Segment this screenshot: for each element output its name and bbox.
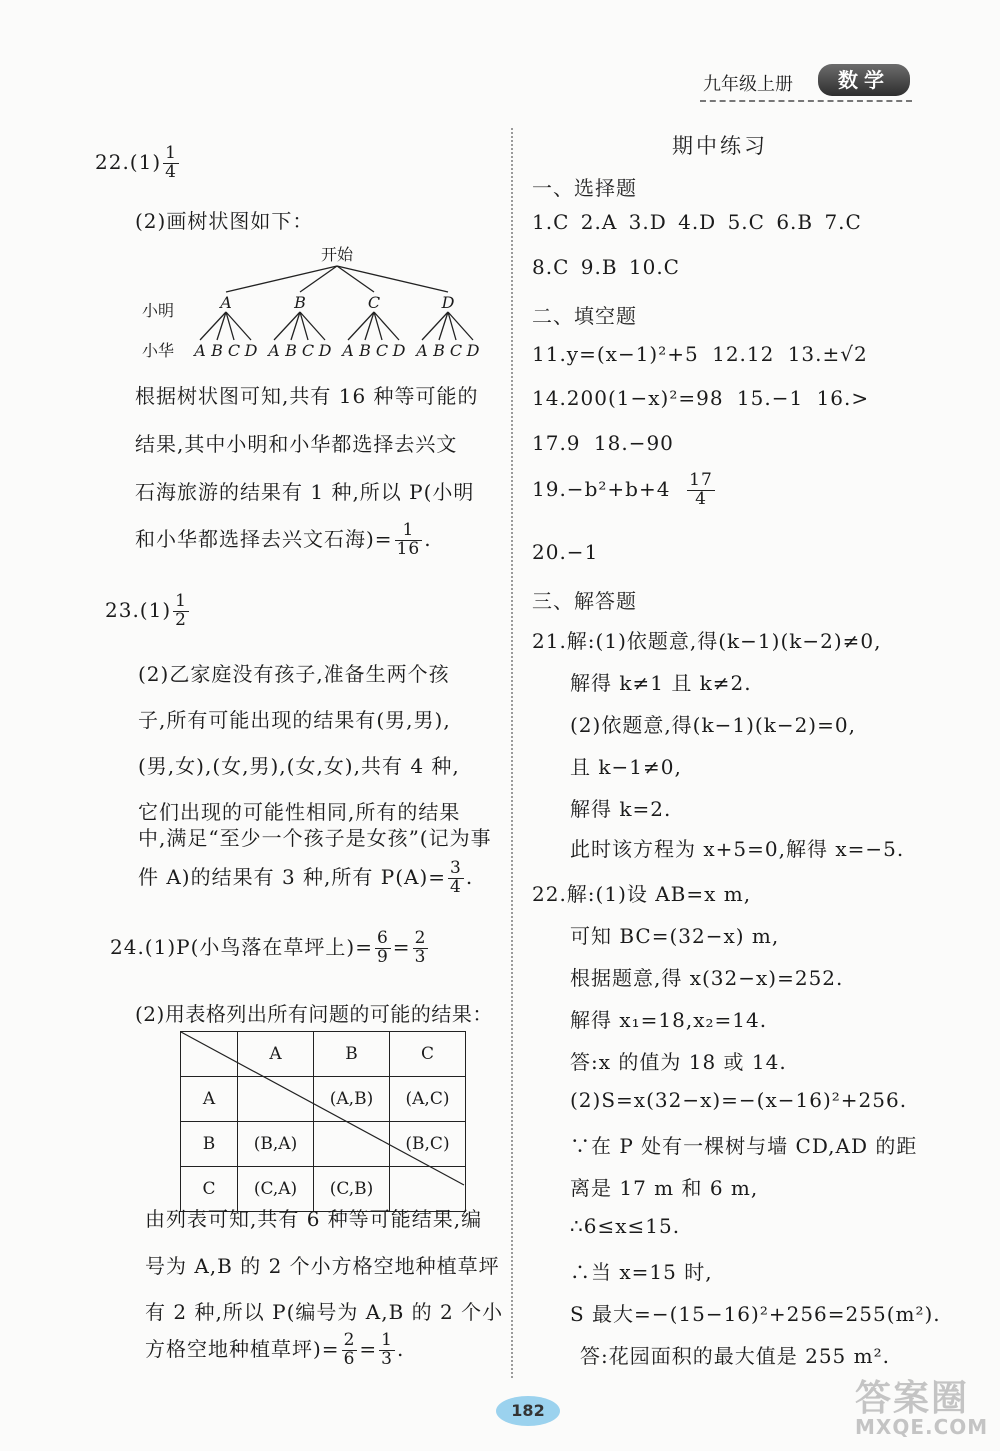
q22-text-3: 石海旅游的结果有 1 种,所以 P(小明 (135, 480, 475, 504)
answers-fill-4: 19.−b²+b+4 $\frac{17}{4}$ (532, 470, 713, 509)
answers-fill-1: 11.y=(x−1)²+5 12.12 13.±√2 (532, 342, 868, 366)
table-cell: (A,B) (314, 1077, 390, 1122)
answers-fill-5: 20.−1 (532, 540, 599, 564)
answers-fill-3: 17.9 18.−90 (532, 431, 674, 455)
tree-l2-node: C (449, 341, 463, 360)
solution-line: 解得 k=2. (570, 797, 672, 821)
table-cell: (A,C) (390, 1077, 466, 1122)
solution-line: (2)依题意,得(k−1)(k−2)=0, (570, 713, 856, 737)
solution-line: 解得 x₁=18,x₂=14. (570, 1008, 768, 1032)
solution-line: 21.解:(1)依题意,得(k−1)(k−2)≠0, (532, 629, 882, 653)
q24-part2: (2)用表格列出所有问题的可能的结果： (135, 1002, 493, 1026)
table-row-label: A (181, 1077, 238, 1122)
q24-text-2: 号为 A,B 的 2 个小方格空地种植草坪 (145, 1254, 500, 1278)
solution-line: ∵在 P 处有一棵树与墙 CD,AD 的距 (570, 1134, 918, 1158)
solution-line: 根据题意,得 x(32−x)=252. (570, 966, 844, 990)
section-heading-choice: 一、选择题 (532, 176, 637, 200)
q22-text-1: 根据树状图可知,共有 16 种等可能的 (135, 384, 479, 408)
solution-line: 答:花园面积的最大值是 255 m². (580, 1344, 890, 1368)
tree-l2-node: A (194, 341, 206, 360)
header-subject-badge: 数学 (818, 64, 910, 96)
tree-l2-node: D (392, 341, 406, 360)
header-grade: 九年级上册 (703, 74, 793, 95)
solution-line: S 最大=−(15−16)²+256=255(m²). (570, 1302, 941, 1326)
tree-l2-node: A (416, 341, 428, 360)
column-divider (511, 128, 513, 1378)
tree-l2-node: B (211, 341, 223, 360)
tree-diagram (130, 240, 500, 365)
q22-part2: (2)画树状图如下： (135, 209, 314, 233)
answers-choice-2: 8.C 9.B 10.C (532, 255, 680, 279)
solution-line: 可知 BC=(32−x) m, (570, 924, 780, 948)
q24-part1: 24.(1)P(小鸟落在草坪上)= $\frac{6}{9}$ = $\frac{2}{3}$ (110, 928, 427, 967)
q23-text-3: (男,女),(女,男),(女,女),共有 4 种, (138, 754, 460, 778)
solution-line: 答:x 的值为 18 或 14. (570, 1050, 787, 1074)
q24-text-1: 由列表可知,共有 6 种等可能结果,编 (145, 1207, 483, 1231)
table-diagonal-line (180, 1031, 465, 1186)
section-heading-solve: 三、解答题 (532, 589, 637, 613)
tree-l1-node: A (220, 293, 232, 312)
page-number: 182 (496, 1396, 560, 1426)
solution-line: 此时该方程为 x+5=0,解得 x=−5. (570, 837, 905, 861)
watermark-logo: 答案圈 MXQE.COM (855, 1378, 989, 1439)
solution-line: 22.解:(1)设 AB=x m, (532, 882, 752, 906)
section-title: 期中练习 (672, 134, 768, 158)
tree-root: 开始 (320, 245, 354, 264)
tree-l2-node: B (433, 341, 445, 360)
answers-fill-2: 14.200(1−x)²=98 15.−1 16.> (532, 386, 870, 410)
table-cell: (B,A) (238, 1122, 314, 1167)
tree-l2-node: D (244, 341, 258, 360)
q23-text-6: 件 A)的结果有 3 种,所有 P(A)= $\frac{3}{4}$ . (138, 858, 474, 897)
tree-l2-node: C (227, 341, 241, 360)
tree-l2-node: B (285, 341, 297, 360)
solution-line: 且 k−1≠0, (570, 755, 682, 779)
section-heading-fill: 二、填空题 (532, 304, 637, 328)
q23-text-2: 子,所有可能出现的结果有(男,男), (138, 708, 451, 732)
table-row-label: B (181, 1122, 238, 1167)
tree-l2-node: B (359, 341, 371, 360)
answers-choice-1: 1.C 2.A 3.D 4.D 5.C 6.B 7.C (532, 210, 862, 234)
tree-l1-node: C (367, 293, 381, 312)
tree-l2-node: A (268, 341, 280, 360)
q23-text-5: 中,满足“至少一个孩子是女孩”(记为事 (138, 826, 492, 850)
table-cell: (C,A) (238, 1167, 314, 1212)
q23-text-1: (2)乙家庭没有孩子,准备生两个孩 (138, 662, 450, 686)
solution-line: (2)S=x(32−x)=−(x−16)²+256. (570, 1088, 908, 1112)
tree-l2-node: D (466, 341, 480, 360)
table-header-cell: B (314, 1032, 390, 1077)
q24-text-3: 有 2 种,所以 P(编号为 A,B 的 2 个小 (145, 1300, 504, 1324)
header-rule (700, 100, 912, 102)
solution-line: ∴当 x=15 时, (570, 1260, 713, 1284)
tree-l2-node: A (342, 341, 354, 360)
tree-row1-label: 小明 (142, 301, 175, 320)
table-header-cell: C (390, 1032, 466, 1077)
q22-text-4: 和小华都选择去兴文石海)= $\frac{1}{16}$ . (135, 520, 432, 559)
table-header-cell: A (238, 1032, 314, 1077)
solution-line: ∴6≤x≤15. (570, 1214, 681, 1238)
q23-text-4: 它们出现的可能性相同,所有的结果 (138, 800, 461, 824)
tree-row2-label: 小华 (142, 341, 175, 360)
q24-text-4: 方格空地种植草坪)= $\frac{2}{6}$ = $\frac{1}{3}$ . (145, 1330, 405, 1369)
table-row-label: C (181, 1167, 238, 1212)
q22-text-2: 结果,其中小明和小华都选择去兴文 (135, 432, 458, 456)
tree-l1-node: B (294, 293, 306, 312)
table-cell: (C,B) (314, 1167, 390, 1212)
tree-l2-node: D (318, 341, 332, 360)
q22-part1: 22.(1) $\frac{1}{4}$ (95, 143, 177, 182)
q23-part1: 23.(1) $\frac{1}{2}$ (105, 591, 187, 630)
solution-line: 离是 17 m 和 6 m, (570, 1176, 759, 1200)
tree-l1-node: D (441, 293, 455, 312)
tree-l2-node: C (301, 341, 315, 360)
table-cell: (B,C) (390, 1122, 466, 1167)
tree-l2-node: C (375, 341, 389, 360)
solution-line: 解得 k≠1 且 k≠2. (570, 671, 752, 695)
